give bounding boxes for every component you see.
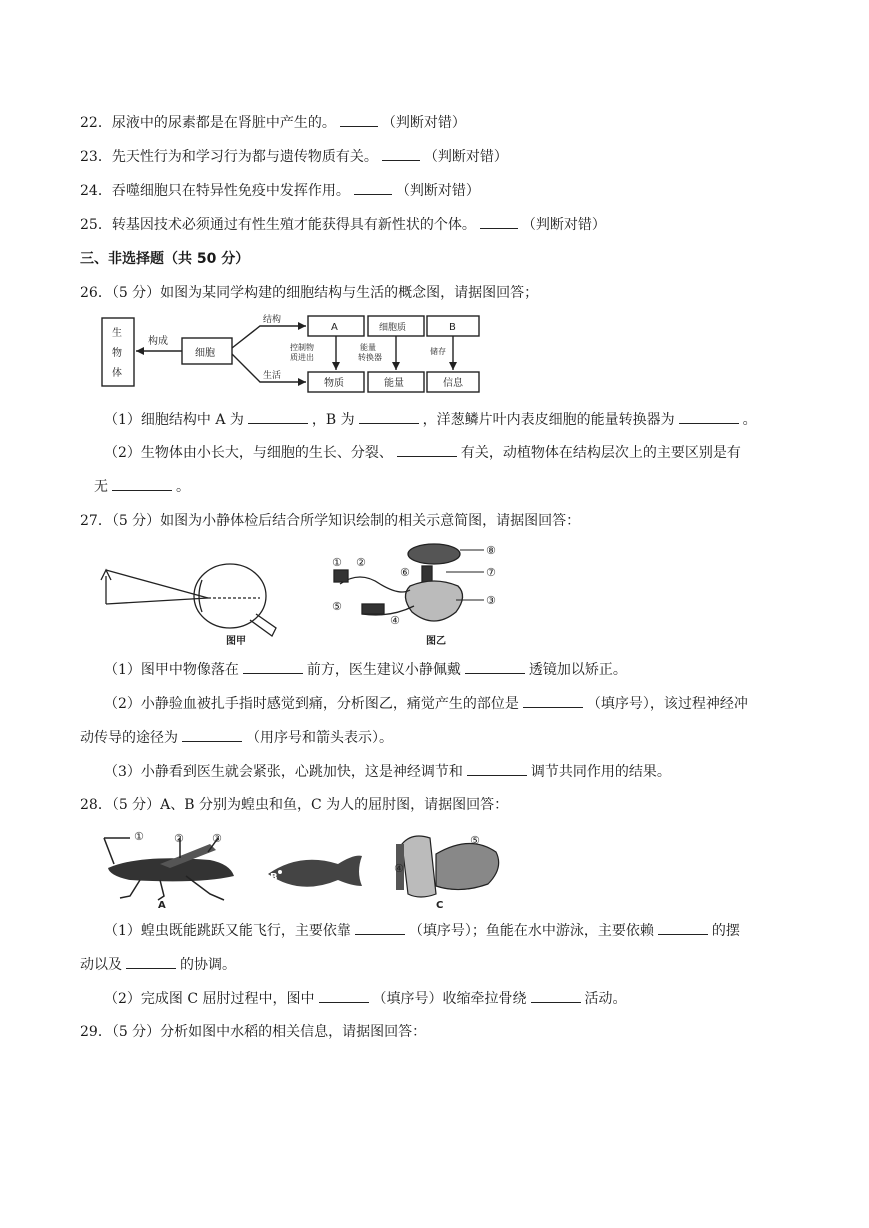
part-text: 的摆 xyxy=(711,923,740,939)
reflex-arc-diagram xyxy=(334,544,463,621)
part-text: 动传导的途径为 xyxy=(80,730,178,746)
organism-char-1: 生 xyxy=(112,328,122,339)
answer-blank[interactable] xyxy=(397,442,457,457)
answer-blank[interactable] xyxy=(382,146,420,161)
answer-blank[interactable] xyxy=(679,409,739,424)
cell-concept-map xyxy=(100,312,490,394)
judge-hint: （判断对错） xyxy=(521,217,606,233)
answer-blank[interactable] xyxy=(523,693,583,708)
question-25-text: 25．转基因技术必须通过有性生殖才能获得具有新性状的个体。 xyxy=(80,217,476,233)
judge-hint: （判断对错） xyxy=(395,183,480,199)
label-2: ② xyxy=(174,832,184,845)
part-text: 的协调。 xyxy=(180,957,236,973)
answer-blank[interactable] xyxy=(112,476,172,491)
label-1: ① xyxy=(332,556,342,569)
box-info-label: 信息 xyxy=(443,378,463,389)
part-text: 前方，医生建议小静佩戴 xyxy=(306,662,461,678)
part-text: 。 xyxy=(176,479,190,495)
answer-blank[interactable] xyxy=(243,659,303,674)
eye-and-reflex-figures xyxy=(100,540,500,648)
question-27-part-1 xyxy=(104,659,627,680)
question-27-stem: 27．（5 分）如图为小静体检后结合所学知识绘制的相关示意简图，请据图回答： xyxy=(80,513,581,529)
answer-blank[interactable] xyxy=(658,920,708,935)
part-text: 。 xyxy=(742,412,757,428)
question-25 xyxy=(80,214,606,235)
part-text: （3）小静看到医生就会紧张，心跳加快，这是神经调节和 xyxy=(104,764,463,780)
label-1: ① xyxy=(134,830,144,843)
store-label: 储存 xyxy=(430,347,446,356)
control-label-2: 质进出 xyxy=(290,353,314,362)
box-energy-label: 能量 xyxy=(384,378,404,389)
label-8: ⑧ xyxy=(486,544,496,557)
answer-blank[interactable] xyxy=(182,727,242,742)
figure-b-label: 图乙 xyxy=(426,636,446,647)
answer-blank[interactable] xyxy=(467,761,527,776)
section-heading: 三、非选择题（共 50 分） xyxy=(80,251,250,267)
question-23-text: 23．先天性行为和学习行为都与遗传物质有关。 xyxy=(80,149,378,165)
question-27-part-3 xyxy=(104,761,671,782)
question-26-stem: 26．（5 分）如图为某同学构建的细胞结构与生活的概念图，请据图回答； xyxy=(80,285,539,301)
arm-flexion-figure xyxy=(396,836,499,897)
part-text: 无 xyxy=(94,479,108,495)
organism-char-2: 物 xyxy=(112,348,122,359)
question-26-part-2 xyxy=(104,442,741,463)
answer-blank[interactable] xyxy=(319,988,369,1003)
part-text: （2）生物体由小长大，与细胞的生长、分裂、 xyxy=(104,445,393,461)
answer-blank[interactable] xyxy=(340,112,378,127)
answer-blank[interactable] xyxy=(531,988,581,1003)
part-text: （填序号）；鱼能在水中游泳，主要依赖 xyxy=(408,923,654,939)
answer-blank[interactable] xyxy=(355,920,405,935)
question-29-stem: 29．（5 分）分析如图中水稻的相关信息，请据图回答： xyxy=(80,1024,427,1040)
question-23 xyxy=(80,146,508,167)
figure-a-label: 图甲 xyxy=(226,636,246,647)
grasshopper-figure xyxy=(104,838,234,900)
compose-label: 构成 xyxy=(148,336,168,347)
question-26-part-2-cont xyxy=(94,476,190,497)
question-28-part-1 xyxy=(104,920,740,941)
part-text: （1）细胞结构中 A 为 xyxy=(104,412,244,428)
eye-diagram xyxy=(101,564,276,636)
answer-blank[interactable] xyxy=(126,954,176,969)
question-24-text: 24．吞噬细胞只在特异性免疫中发挥作用。 xyxy=(80,183,350,199)
part-text: 透镜加以矫正。 xyxy=(528,662,627,678)
answer-blank[interactable] xyxy=(465,659,525,674)
fish-figure xyxy=(268,856,362,887)
question-27-part-2 xyxy=(104,693,748,714)
part-text: （2）小静验血被扎手指时感觉到痛，分析图乙，痛觉产生的部位是 xyxy=(104,696,519,712)
label-7: ⑦ xyxy=(486,566,496,579)
part-text: （1）图甲中物像落在 xyxy=(104,662,239,678)
label-4: ④ xyxy=(394,862,404,875)
figure-a-label: A xyxy=(158,900,166,910)
answer-blank[interactable] xyxy=(359,409,419,424)
question-22 xyxy=(80,112,466,133)
life-label: 生活 xyxy=(263,371,282,381)
part-text: 调节共同作用的结果。 xyxy=(530,764,671,780)
control-label-1: 控制物 xyxy=(290,343,314,352)
box-b-label: B xyxy=(449,322,456,333)
question-26-part-1 xyxy=(104,409,757,430)
question-27-part-2-cont xyxy=(80,727,393,748)
part-text: ，洋葱鳞片叶内表皮细胞的能量转换器为 xyxy=(422,412,675,428)
part-text: （2）完成图 C 屈肘过程中，图中 xyxy=(104,991,315,1007)
part-text: 有关，动植物体在结构层次上的主要区别是有 xyxy=(460,445,741,461)
question-28-stem: 28．（5 分）A、B 分别为蝗虫和鱼，C 为人的屈肘图，请据图回答： xyxy=(80,797,509,813)
figure-c-label: C xyxy=(436,900,444,910)
answer-blank[interactable] xyxy=(354,180,392,195)
energy-conv-label-1: 能量 xyxy=(360,343,376,352)
box-matter-label: 物质 xyxy=(324,378,344,389)
label-5: ⑤ xyxy=(332,600,342,613)
question-28-part-2 xyxy=(104,988,627,1009)
part-text: （用序号和箭头表示）。 xyxy=(246,730,393,746)
question-28-part-1-cont xyxy=(80,954,236,975)
organism-char-3: 体 xyxy=(112,368,122,379)
part-text: （1）蝗虫既能跳跃又能飞行，主要依靠 xyxy=(104,923,351,939)
question-24 xyxy=(80,180,480,201)
cell-label: 细胞 xyxy=(195,348,215,359)
judge-hint: （判断对错） xyxy=(423,149,508,165)
part-text: （填序号）收缩牵拉骨绕 xyxy=(372,991,527,1007)
figure-b-label: B xyxy=(270,872,278,883)
box-a-label: A xyxy=(331,322,338,333)
label-6: ⑥ xyxy=(400,566,410,579)
box-cytoplasm-label: 细胞质 xyxy=(379,323,407,333)
label-5: ⑤ xyxy=(470,834,480,847)
part-text: 动以及 xyxy=(80,957,122,973)
part-text: ，B 为 xyxy=(311,412,355,428)
part-text: 活动。 xyxy=(584,991,627,1007)
part-text: （填序号），该过程神经冲 xyxy=(586,696,748,712)
label-3: ③ xyxy=(212,832,222,845)
answer-blank[interactable] xyxy=(248,409,308,424)
structure-label: 结构 xyxy=(263,315,282,325)
locomotion-figures xyxy=(100,824,520,910)
energy-conv-label-2: 转换器 xyxy=(358,353,382,362)
label-4: ④ xyxy=(390,614,400,627)
label-2: ② xyxy=(356,556,366,569)
question-22-text: 22．尿液中的尿素都是在肾脏中产生的。 xyxy=(80,115,336,131)
judge-hint: （判断对错） xyxy=(381,115,466,131)
label-3: ③ xyxy=(486,594,496,607)
answer-blank[interactable] xyxy=(480,214,518,229)
